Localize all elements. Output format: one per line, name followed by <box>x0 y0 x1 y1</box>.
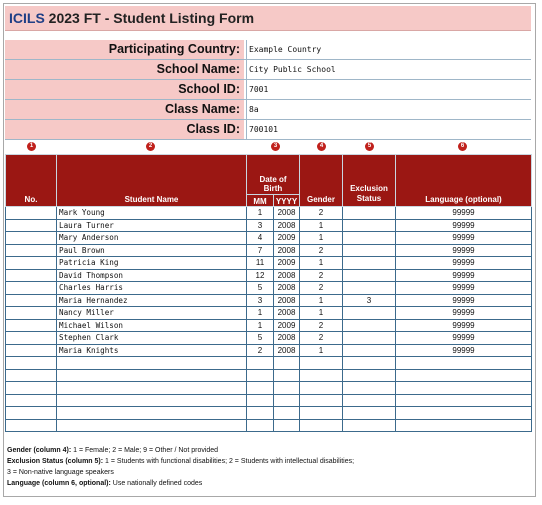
cell-mm[interactable] <box>247 419 274 432</box>
cell-language[interactable]: 99999 <box>396 282 532 295</box>
cell-gender[interactable]: 1 <box>300 344 343 357</box>
cell-language[interactable] <box>396 382 532 395</box>
table-row <box>6 244 532 257</box>
col-header-student-name: Student Name <box>57 155 247 207</box>
cell-student-name[interactable]: Patricia King <box>57 257 247 270</box>
table-row <box>6 232 532 245</box>
exclusion-note: Exclusion Status (column 5): 1 = Students with functional disabilities; 2 = Students with intellectual disabilities; <box>7 458 355 465</box>
table-row <box>6 369 532 382</box>
cell-language[interactable]: 99999 <box>396 232 532 245</box>
gender-note: Gender (column 4): 1 = Female; 2 = Male; 9 = Other / Not provided <box>7 447 219 454</box>
cell-exclusion[interactable] <box>343 394 396 407</box>
language-note: Language (column 6, optional): Use nationally defined codes <box>7 480 203 487</box>
table-row <box>6 219 532 232</box>
school-info <box>5 40 531 140</box>
cell-yyyy[interactable] <box>274 407 300 420</box>
cell-mm[interactable]: 12 <box>247 269 274 282</box>
table-row <box>6 394 532 407</box>
column-number-row <box>5 140 531 154</box>
table-row <box>6 357 532 370</box>
cell-exclusion[interactable] <box>343 307 396 320</box>
cell-gender[interactable] <box>300 369 343 382</box>
cell-student-name[interactable]: Stephen Clark <box>57 332 247 345</box>
cell-gender[interactable] <box>300 394 343 407</box>
column-number-6-icon: 6 <box>458 142 467 151</box>
cell-mm[interactable] <box>247 407 274 420</box>
cell-gender[interactable]: 1 <box>300 257 343 270</box>
cell-no[interactable] <box>6 419 57 432</box>
cell-gender[interactable]: 1 <box>300 232 343 245</box>
cell-gender[interactable]: 1 <box>300 219 343 232</box>
cell-gender[interactable]: 2 <box>300 332 343 345</box>
column-number-5-icon: 5 <box>365 142 374 151</box>
cell-gender[interactable]: 2 <box>300 319 343 332</box>
cell-student-name[interactable] <box>57 394 247 407</box>
cell-no[interactable] <box>6 394 57 407</box>
cell-mm[interactable] <box>247 394 274 407</box>
cell-gender[interactable]: 2 <box>300 207 343 220</box>
school-name-field[interactable]: City Public School <box>246 60 531 79</box>
table-row <box>6 407 532 420</box>
cell-no[interactable] <box>6 319 57 332</box>
form-title <box>9 10 254 26</box>
school-name-label: School Name: <box>5 60 244 79</box>
col-header-mm: MM <box>247 195 274 207</box>
cell-student-name[interactable]: Michael Wilson <box>57 319 247 332</box>
cell-no[interactable] <box>6 294 57 307</box>
cell-mm[interactable] <box>247 357 274 370</box>
cell-mm[interactable]: 5 <box>247 332 274 345</box>
legend-notes <box>7 445 533 489</box>
cell-mm[interactable]: 1 <box>247 307 274 320</box>
cell-yyyy[interactable] <box>274 394 300 407</box>
class-name-field[interactable]: 8a <box>246 100 531 119</box>
cell-yyyy[interactable]: 2008 <box>274 294 300 307</box>
cell-yyyy[interactable]: 2008 <box>274 307 300 320</box>
cell-yyyy[interactable]: 2008 <box>274 244 300 257</box>
cell-exclusion[interactable] <box>343 282 396 295</box>
cell-mm[interactable]: 11 <box>247 257 274 270</box>
cell-mm[interactable]: 3 <box>247 294 274 307</box>
cell-student-name[interactable]: David Thompson <box>57 269 247 282</box>
cell-mm[interactable]: 7 <box>247 244 274 257</box>
country-field[interactable]: Example Country <box>246 40 531 59</box>
cell-yyyy[interactable]: 2008 <box>274 344 300 357</box>
cell-mm[interactable]: 2 <box>247 344 274 357</box>
table-row <box>6 332 532 345</box>
cell-language[interactable]: 99999 <box>396 244 532 257</box>
cell-exclusion[interactable] <box>343 344 396 357</box>
cell-no[interactable] <box>6 257 57 270</box>
cell-gender[interactable] <box>300 407 343 420</box>
cell-yyyy[interactable] <box>274 369 300 382</box>
cell-mm[interactable]: 4 <box>247 232 274 245</box>
cell-language[interactable]: 99999 <box>396 319 532 332</box>
cell-student-name[interactable]: Mary Anderson <box>57 232 247 245</box>
cell-student-name[interactable]: Maria Hernandez <box>57 294 247 307</box>
table-row <box>6 207 532 220</box>
cell-language[interactable] <box>396 357 532 370</box>
info-row-class-name <box>5 100 531 120</box>
cell-exclusion[interactable] <box>343 407 396 420</box>
table-row <box>6 344 532 357</box>
class-name-label: Class Name: <box>5 100 244 119</box>
class-id-field[interactable]: 700101 <box>246 120 531 139</box>
table-row <box>6 282 532 295</box>
cell-mm[interactable]: 1 <box>247 319 274 332</box>
title-bar <box>5 6 531 31</box>
column-number-3-icon: 3 <box>271 142 280 151</box>
cell-mm[interactable]: 1 <box>247 207 274 220</box>
cell-gender[interactable]: 2 <box>300 269 343 282</box>
column-number-4-icon: 4 <box>317 142 326 151</box>
cell-no[interactable] <box>6 282 57 295</box>
cell-yyyy[interactable]: 2009 <box>274 232 300 245</box>
cell-student-name[interactable]: Charles Harris <box>57 282 247 295</box>
cell-student-name[interactable]: Nancy Miller <box>57 307 247 320</box>
cell-yyyy[interactable]: 2009 <box>274 319 300 332</box>
cell-no[interactable] <box>6 357 57 370</box>
cell-student-name[interactable] <box>57 369 247 382</box>
cell-student-name[interactable] <box>57 407 247 420</box>
cell-exclusion[interactable] <box>343 269 396 282</box>
cell-exclusion[interactable] <box>343 357 396 370</box>
cell-language[interactable]: 99999 <box>396 344 532 357</box>
cell-yyyy[interactable]: 2008 <box>274 332 300 345</box>
cell-gender[interactable]: 1 <box>300 307 343 320</box>
cell-gender[interactable] <box>300 419 343 432</box>
cell-no[interactable] <box>6 407 57 420</box>
student-table <box>5 154 532 432</box>
info-row-school-name <box>5 60 531 80</box>
column-number-2-icon: 2 <box>146 142 155 151</box>
cell-no[interactable] <box>6 369 57 382</box>
cell-yyyy[interactable] <box>274 357 300 370</box>
cell-mm[interactable] <box>247 369 274 382</box>
info-row-country <box>5 40 531 60</box>
cell-language[interactable] <box>396 394 532 407</box>
cell-no[interactable] <box>6 332 57 345</box>
exclusion-note-cont: 3 = Non-native language speakers <box>7 469 114 476</box>
cell-student-name[interactable] <box>57 419 247 432</box>
title-brand: ICILS <box>9 10 45 26</box>
cell-yyyy[interactable]: 2008 <box>274 269 300 282</box>
title-text: 2023 FT - Student Listing Form <box>44 10 255 26</box>
cell-exclusion[interactable] <box>343 219 396 232</box>
cell-yyyy[interactable]: 2008 <box>274 207 300 220</box>
cell-yyyy[interactable]: 2008 <box>274 282 300 295</box>
cell-mm[interactable] <box>247 382 274 395</box>
table-row <box>6 382 532 395</box>
cell-language[interactable]: 99999 <box>396 207 532 220</box>
cell-student-name[interactable]: Paul Brown <box>57 244 247 257</box>
cell-gender[interactable] <box>300 382 343 395</box>
cell-exclusion[interactable] <box>343 232 396 245</box>
cell-gender[interactable]: 2 <box>300 282 343 295</box>
info-row-school-id <box>5 80 531 100</box>
cell-no[interactable] <box>6 269 57 282</box>
cell-language[interactable]: 99999 <box>396 307 532 320</box>
school-id-label: School ID: <box>5 80 244 99</box>
cell-language[interactable]: 99999 <box>396 269 532 282</box>
cell-no[interactable] <box>6 382 57 395</box>
cell-student-name[interactable]: Mark Young <box>57 207 247 220</box>
cell-exclusion[interactable] <box>343 369 396 382</box>
cell-language[interactable]: 99999 <box>396 332 532 345</box>
cell-yyyy[interactable] <box>274 419 300 432</box>
student-rows <box>6 207 532 432</box>
cell-gender[interactable]: 1 <box>300 294 343 307</box>
school-id-field[interactable]: 7001 <box>246 80 531 99</box>
cell-exclusion[interactable] <box>343 257 396 270</box>
col-header-dob: Date of Birth <box>247 155 300 195</box>
info-row-class-id <box>5 120 531 140</box>
cell-exclusion[interactable] <box>343 244 396 257</box>
cell-yyyy[interactable] <box>274 382 300 395</box>
cell-language[interactable]: 99999 <box>396 257 532 270</box>
cell-exclusion[interactable]: 3 <box>343 294 396 307</box>
cell-yyyy[interactable]: 2009 <box>274 257 300 270</box>
cell-student-name[interactable] <box>57 382 247 395</box>
col-header-language: Language (optional) <box>396 155 532 207</box>
cell-student-name[interactable] <box>57 357 247 370</box>
cell-no[interactable] <box>6 307 57 320</box>
cell-language[interactable] <box>396 419 532 432</box>
col-header-yyyy: YYYY <box>274 195 300 207</box>
cell-exclusion[interactable] <box>343 419 396 432</box>
table-row <box>6 294 532 307</box>
cell-exclusion[interactable] <box>343 332 396 345</box>
cell-no[interactable] <box>6 232 57 245</box>
cell-no[interactable] <box>6 344 57 357</box>
cell-yyyy[interactable]: 2008 <box>274 219 300 232</box>
table-row <box>6 257 532 270</box>
cell-language[interactable]: 99999 <box>396 219 532 232</box>
cell-exclusion[interactable] <box>343 319 396 332</box>
cell-language[interactable] <box>396 369 532 382</box>
col-header-exclusion: Exclusion Status <box>343 155 396 207</box>
cell-no[interactable] <box>6 219 57 232</box>
col-header-no: No. <box>6 155 57 207</box>
cell-no[interactable] <box>6 244 57 257</box>
table-row <box>6 419 532 432</box>
cell-student-name[interactable]: Laura Turner <box>57 219 247 232</box>
cell-exclusion[interactable] <box>343 207 396 220</box>
class-id-label: Class ID: <box>5 120 244 139</box>
table-row <box>6 307 532 320</box>
cell-mm[interactable]: 5 <box>247 282 274 295</box>
cell-gender[interactable]: 2 <box>300 244 343 257</box>
cell-no[interactable] <box>6 207 57 220</box>
cell-gender[interactable] <box>300 357 343 370</box>
table-row <box>6 319 532 332</box>
country-label: Participating Country: <box>5 40 244 59</box>
cell-student-name[interactable]: Maria Knights <box>57 344 247 357</box>
cell-exclusion[interactable] <box>343 382 396 395</box>
column-number-1-icon: 1 <box>27 142 36 151</box>
cell-language[interactable]: 99999 <box>396 294 532 307</box>
table-row <box>6 269 532 282</box>
cell-mm[interactable]: 3 <box>247 219 274 232</box>
cell-language[interactable] <box>396 407 532 420</box>
col-header-gender: Gender <box>300 155 343 207</box>
